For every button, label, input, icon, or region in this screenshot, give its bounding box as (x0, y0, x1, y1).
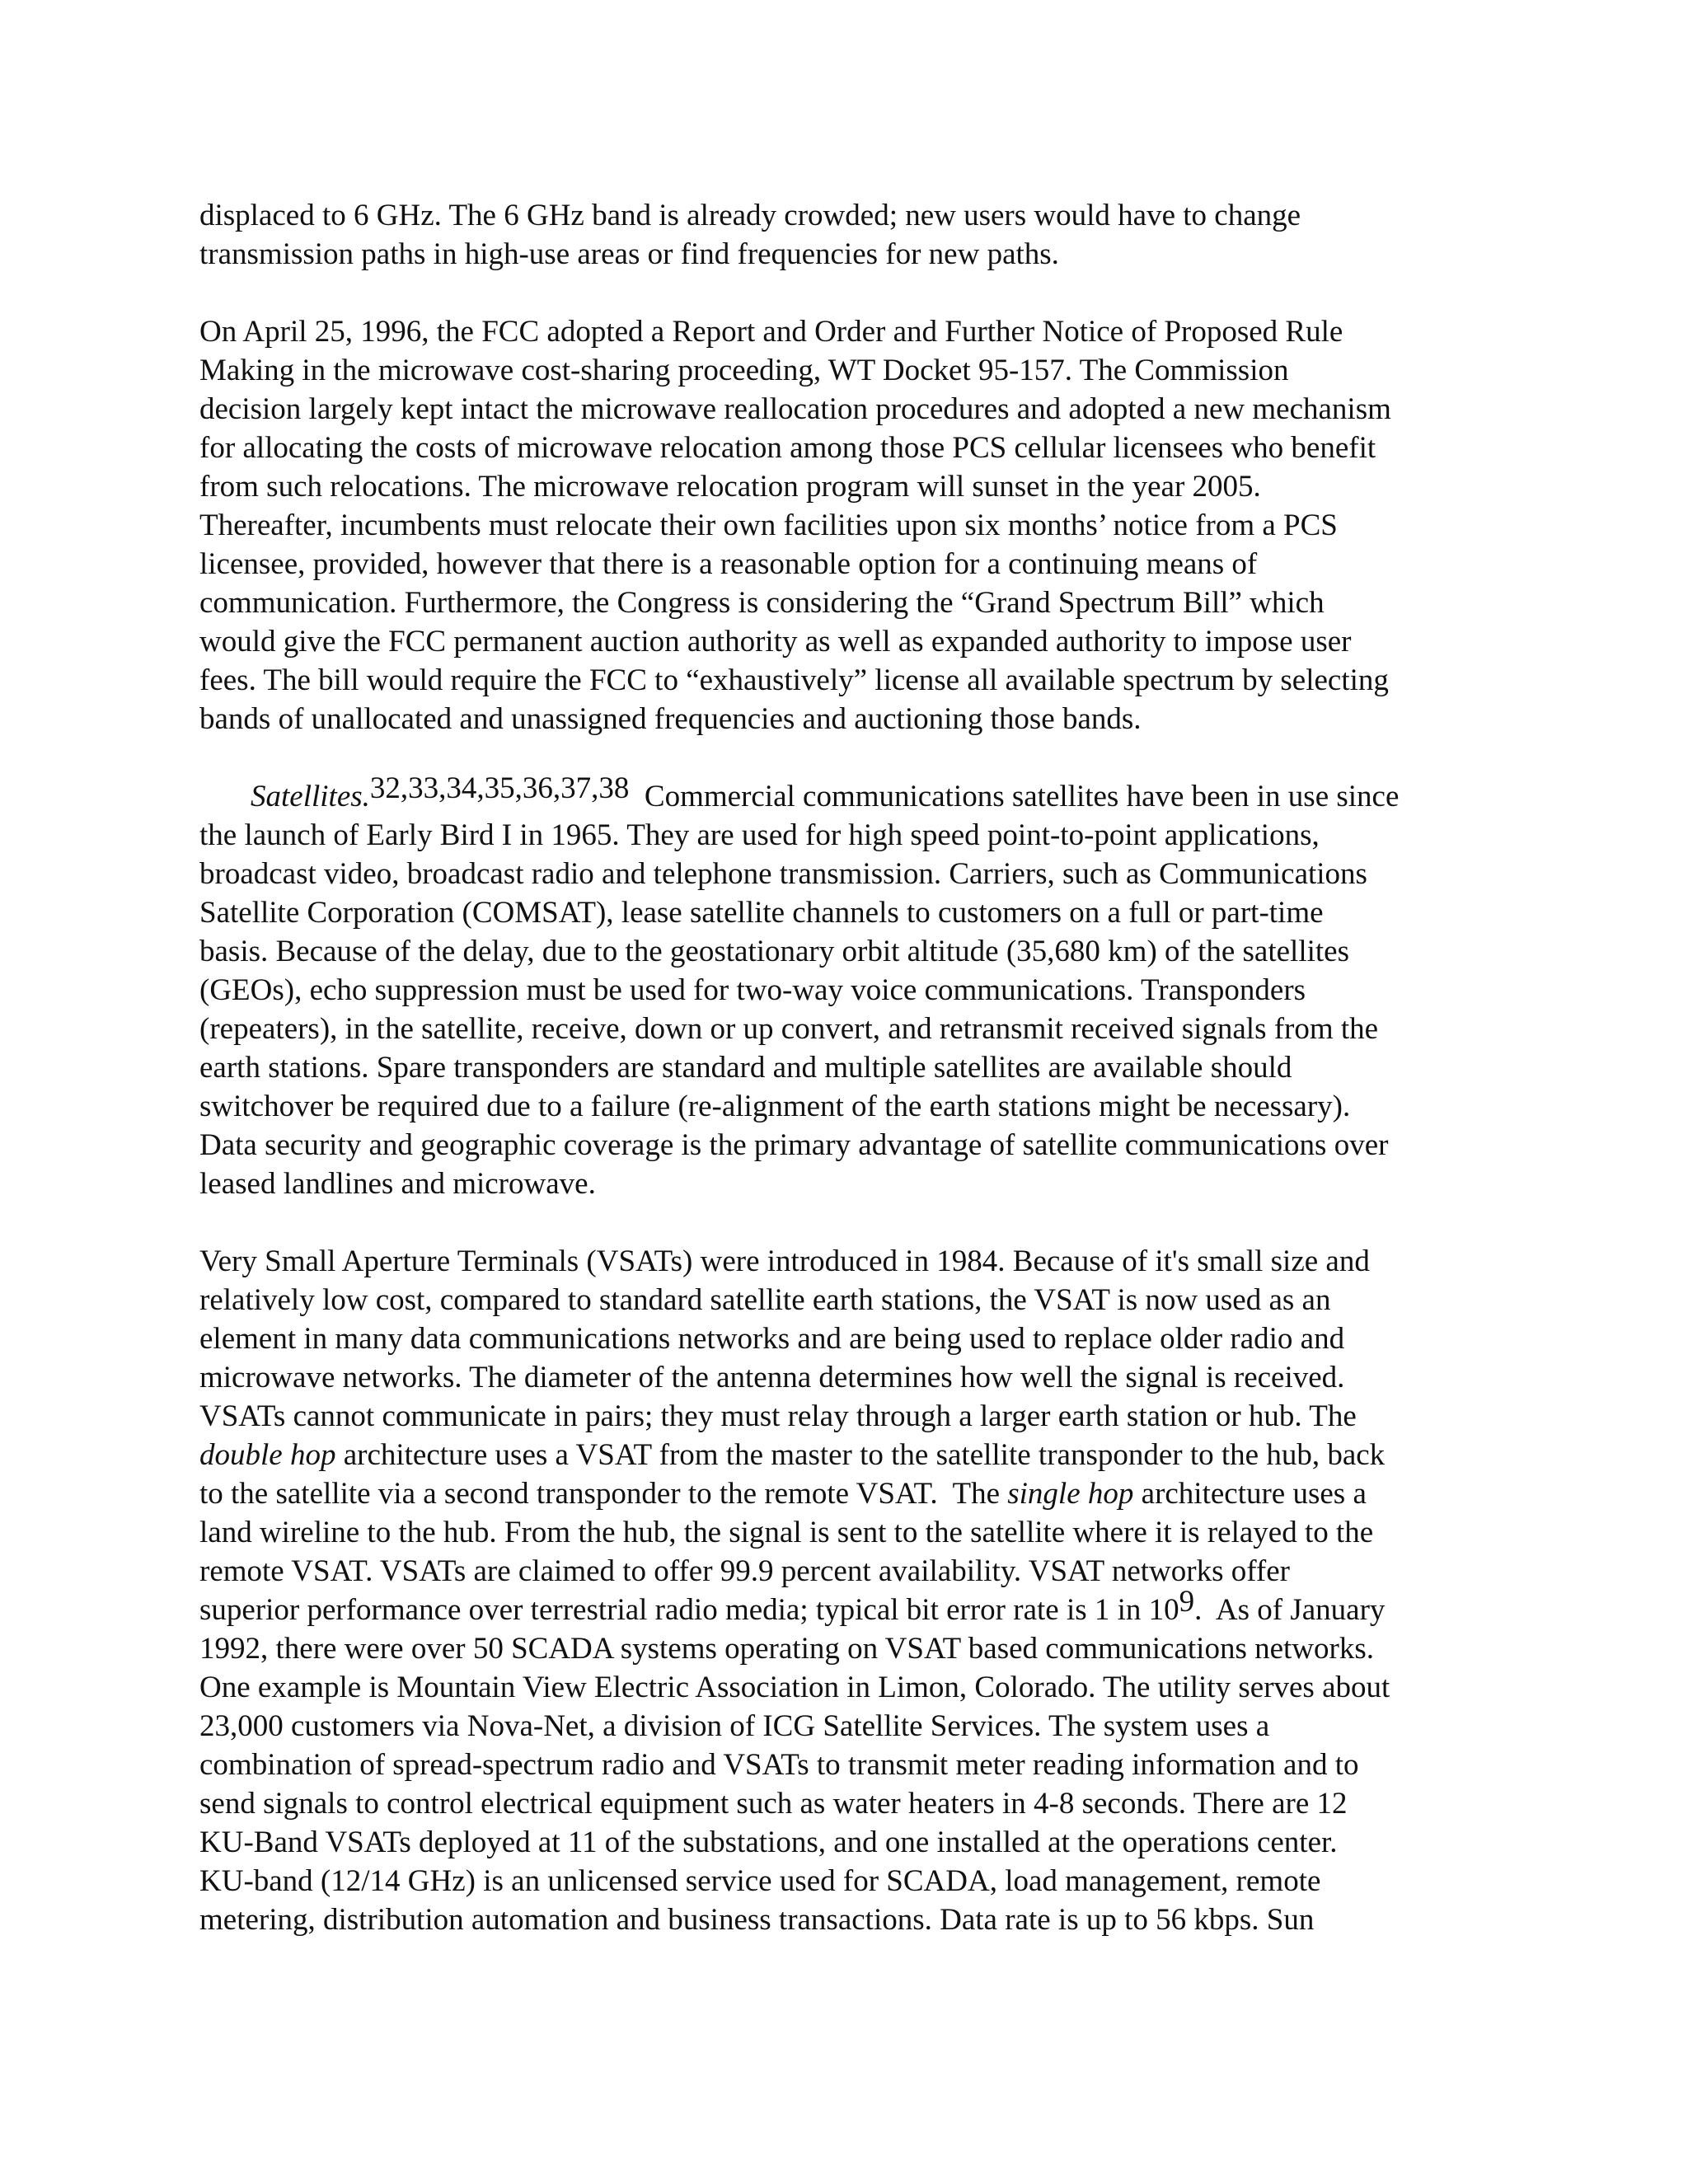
text-line: send signals to control electrical equipment such as water heaters in 4-8 seconds. There are 12 (199, 1787, 1348, 1821)
text-line: KU-Band VSATs deployed at 11 of the substations, and one installed at the operations center. (199, 1825, 1338, 1859)
text-line: for allocating the costs of microwave relocation among those PCS cellular licensees who benefit (199, 431, 1376, 465)
text-line: microwave networks. The diameter of the antenna determines how well the signal is received. (199, 1361, 1345, 1394)
paragraph-satellites (199, 771, 1502, 1203)
text-run: superior performance over terrestrial radio media; typical bit error rate is 1 in 10 (199, 1593, 1179, 1627)
exponent-superscript: 9 (1179, 1585, 1195, 1619)
paragraph-6ghz-band (199, 196, 1502, 274)
text-run: . As of January (1194, 1593, 1386, 1627)
text-line: (GEOs), echo suppression must be used for two-way voice communications. Transponders (199, 973, 1306, 1007)
text-line: would give the FCC permanent auction authority as well as expanded authority to impose user (199, 625, 1352, 658)
text-line: remote VSAT. VSATs are claimed to offer 99.9 percent availability. VSAT networks offer (199, 1554, 1290, 1588)
text-line: Making in the microwave cost-sharing proceeding, WT Docket 95-157. The Commission (199, 354, 1289, 387)
text-line: decision largely kept intact the microwave reallocation procedures and adopted a new mechanism (199, 392, 1391, 426)
text-run: to the satellite via a second transponder to the remote VSAT. The (199, 1477, 1008, 1511)
text-line: relatively low cost, compared to standard satellite earth stations, the VSAT is now used as an (199, 1283, 1331, 1317)
text-line: On April 25, 1996, the FCC adopted a Report and Order and Further Notice of Proposed Rule (199, 315, 1343, 349)
term-single-hop: single hop (1007, 1477, 1134, 1511)
text-line: VSATs cannot communicate in pairs; they must relay through a larger earth station or hub. The (199, 1399, 1357, 1433)
text-line: broadcast video, broadcast radio and telephone transmission. Carriers, such as Communications (199, 857, 1367, 891)
text-line: displaced to 6 GHz. The 6 GHz band is already crowded; new users would have to change (199, 199, 1301, 232)
text-line: Data security and geographic coverage is the primary advantage of satellite communications over (199, 1128, 1389, 1162)
text-line: 1992, there were over 50 SCADA systems operating on VSAT based communications networks. (199, 1632, 1374, 1666)
text-line: leased landlines and microwave. (199, 1167, 596, 1201)
text-line: transmission paths in high-use areas or find frequencies for new paths. (199, 237, 1059, 271)
text-line (199, 1585, 1502, 1629)
text-line (199, 1436, 1502, 1474)
text-line (199, 1474, 1502, 1513)
text-line: switchover be required due to a failure (re-alignment of the earth stations might be necessary). (199, 1090, 1351, 1123)
text-run: architecture uses a VSAT from the master to the satellite transponder to the hub, back (335, 1438, 1386, 1472)
text-line: bands of unallocated and unassigned frequencies and auctioning those bands. (199, 702, 1142, 736)
text-line: metering, distribution automation and business transactions. Data rate is up to 56 kbps. Sun (199, 1903, 1315, 1937)
text-line: earth stations. Spare transponders are standard and multiple satellites are available should (199, 1051, 1292, 1085)
reference-superscript: 32,33,34,35,36,37,38 (369, 771, 630, 805)
text-line: KU-band (12/14 GHz) is an unlicensed service used for SCADA, load management, remote (199, 1864, 1321, 1898)
text-line: (repeaters), in the satellite, receive, down or up convert, and retransmit received signals from the (199, 1012, 1379, 1046)
text-line: element in many data communications networks and are being used to replace older radio and (199, 1322, 1345, 1356)
text-line: basis. Because of the delay, due to the geostationary orbit altitude (35,680 km) of the satellites (199, 935, 1349, 968)
text-line: Satellite Corporation (COMSAT), lease satellite channels to customers on a full or part-time (199, 896, 1324, 930)
text-line: 23,000 customers via Nova-Net, a division of ICG Satellite Services. The system uses a (199, 1709, 1270, 1743)
text-line: One example is Mountain View Electric Association in Limon, Colorado. The utility serves about (199, 1671, 1390, 1704)
text-line: licensee, provided, however that there is a reasonable option for a continuing means of (199, 547, 1258, 581)
text-line: land wireline to the hub. From the hub, the signal is sent to the satellite where it is relayed to the (199, 1516, 1374, 1549)
text-line: combination of spread-spectrum radio and VSATs to transmit meter reading information and to (199, 1748, 1359, 1782)
paragraph-fcc-order (199, 312, 1502, 738)
text-line: Thereafter, incumbents must relocate their own facilities upon six months’ notice from a PCS (199, 509, 1338, 542)
text-run: Commercial communications satellites have been in use since (629, 780, 1400, 813)
document-page (199, 196, 1502, 1978)
text-line: Very Small Aperture Terminals (VSATs) were introduced in 1984. Because of it's small size and (199, 1244, 1370, 1278)
text-line (199, 771, 1502, 816)
text-line: from such relocations. The microwave relocation program will sunset in the year 2005. (199, 470, 1261, 504)
text-line: fees. The bill would require the FCC to “exhaustively” license all available spectrum by selecting (199, 663, 1389, 697)
section-heading-satellites: Satellites. (251, 780, 370, 813)
paragraph-vsats (199, 1242, 1502, 1939)
text-line: the launch of Early Bird I in 1965. They are used for high speed point-to-point applications, (199, 818, 1320, 852)
text-run: architecture uses a (1133, 1477, 1367, 1511)
term-double-hop: double hop (199, 1438, 336, 1472)
text-line: communication. Furthermore, the Congress is considering the “Grand Spectrum Bill” which (199, 586, 1325, 620)
